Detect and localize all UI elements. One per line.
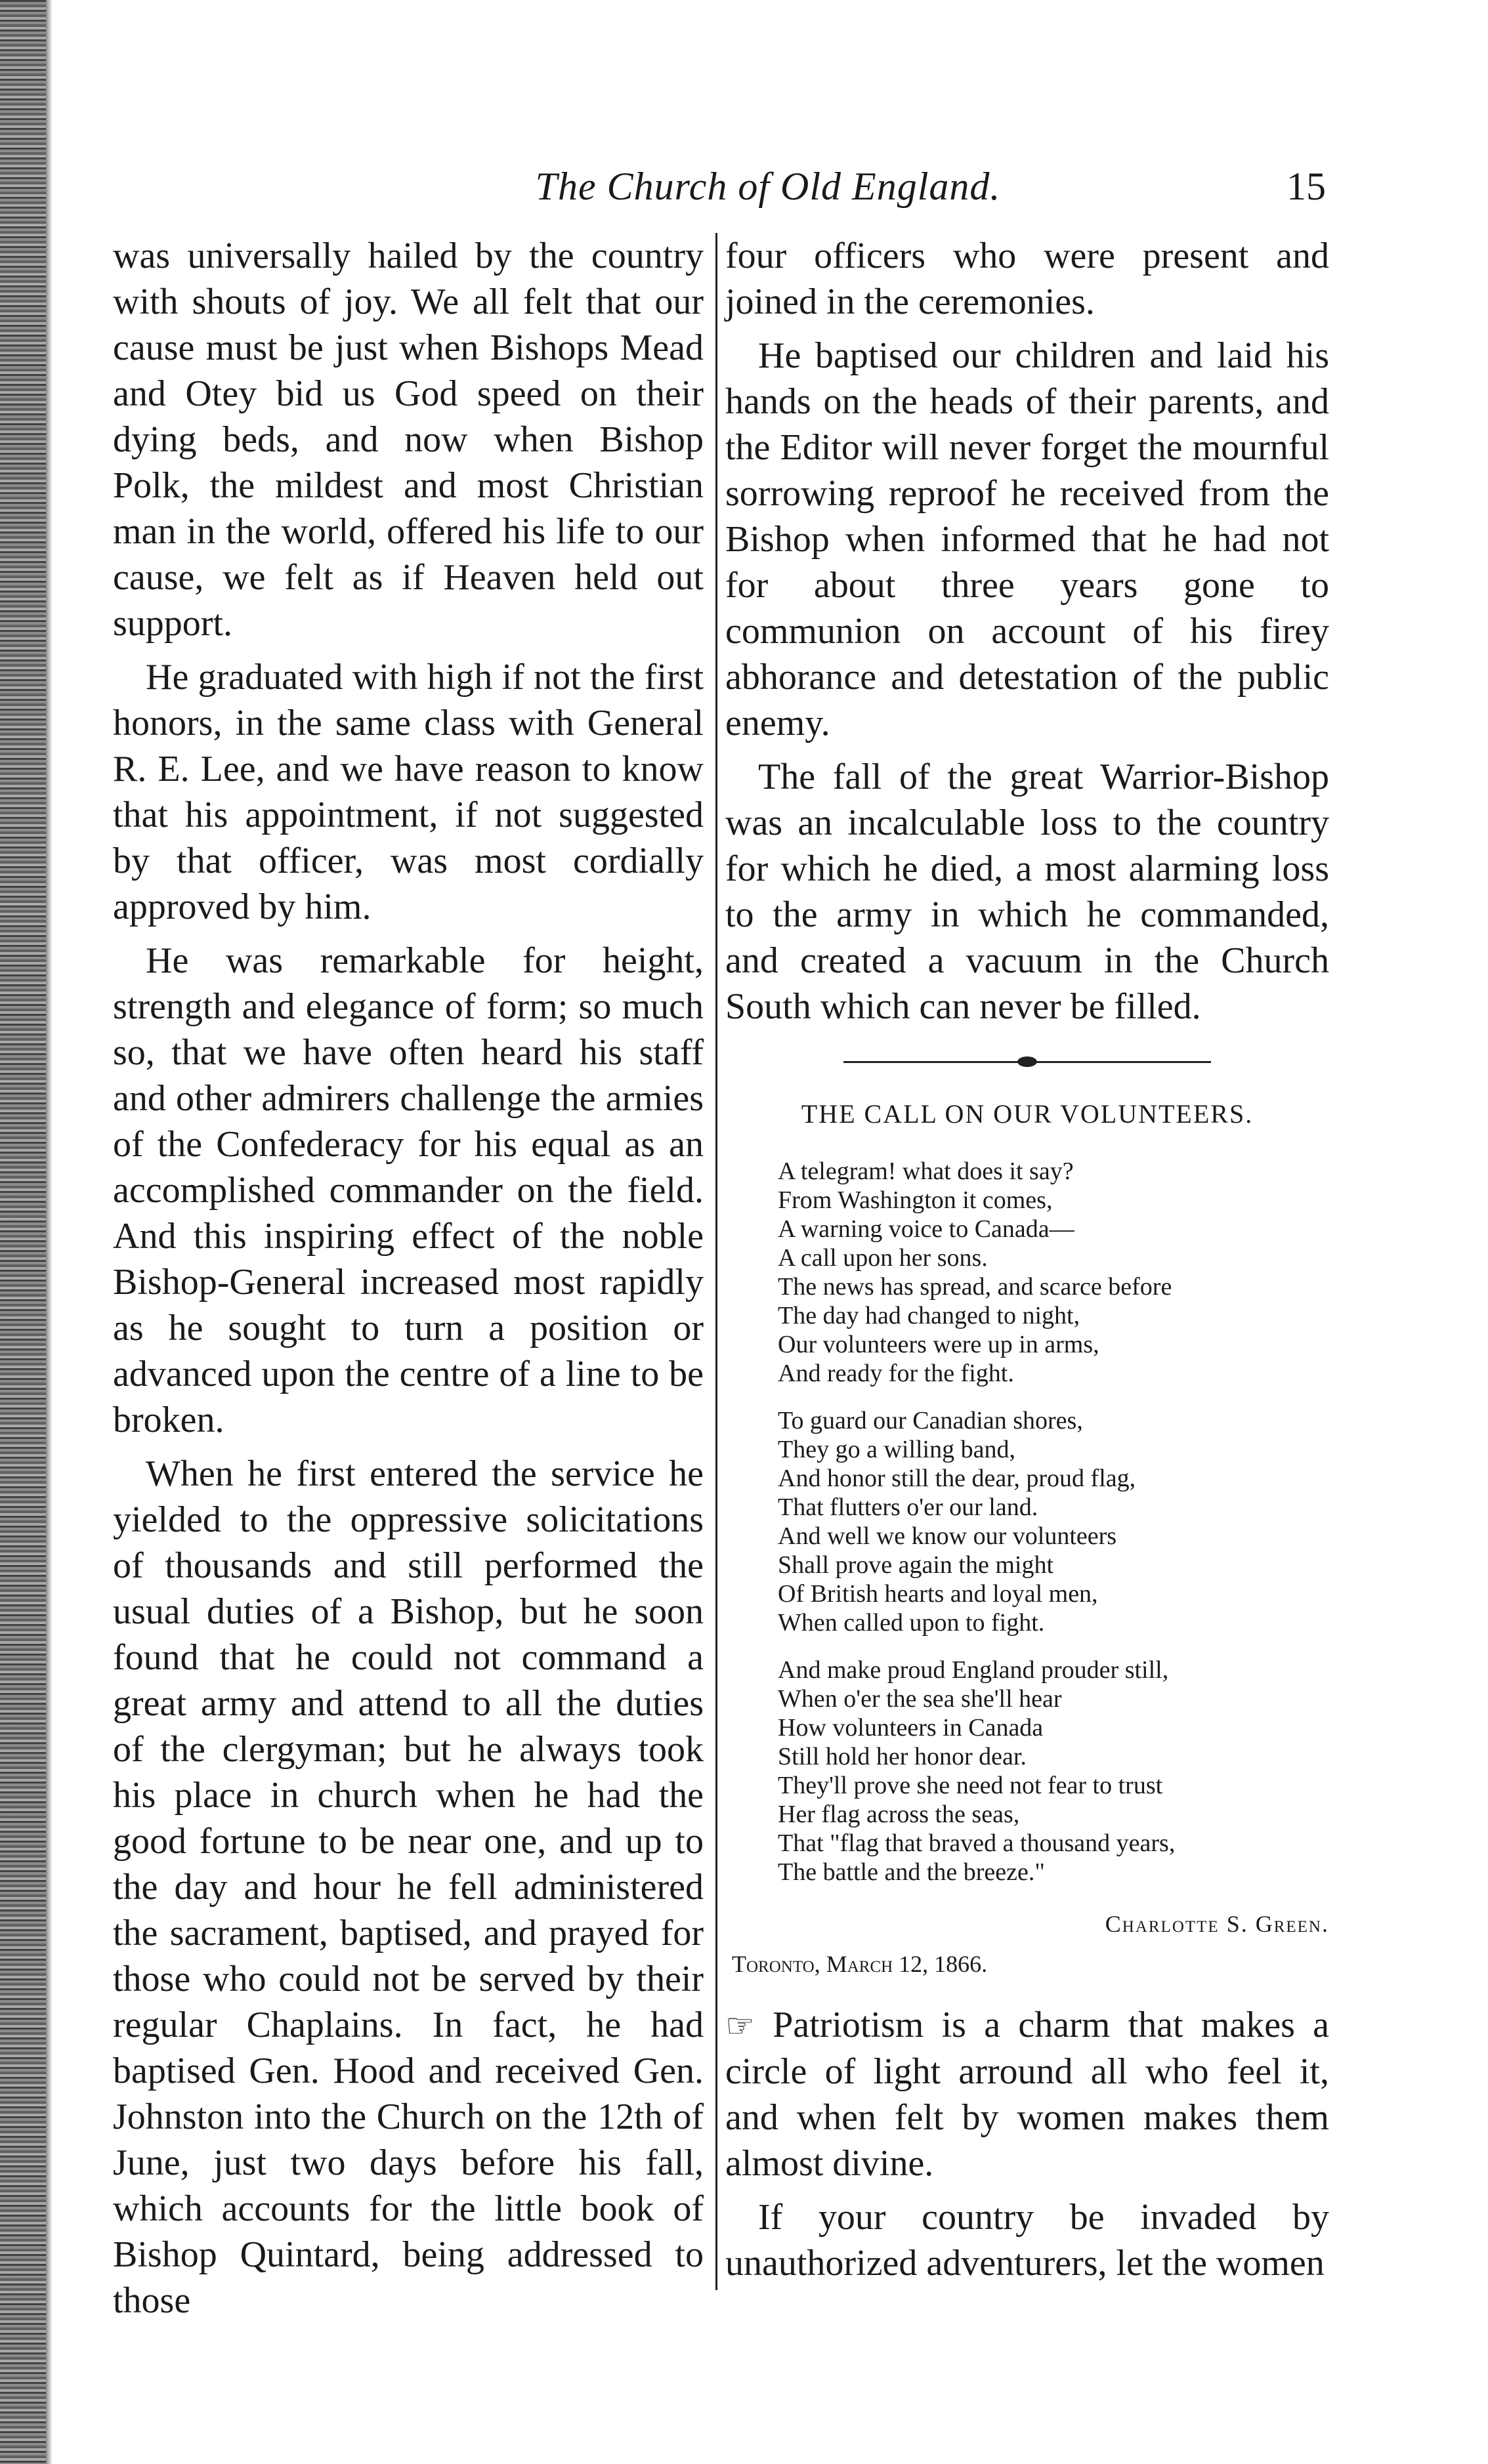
paragraph: The fall of the great Warrior-Bishop was an incalculable loss to the country for which he died, a most alarming loss to the army in which he commanded, and created a vacuum in the Church South which can never be filled. [725,757,1329,1027]
poem-line: And honor still the dear, proud flag, [778,1465,1136,1492]
poem-line: And well we know our volunteers [778,1522,1117,1550]
ornamental-rule [843,1052,1211,1072]
left-column [113,233,704,2324]
paragraph: was universally hailed by the country with shouts of joy. We all felt that our cause must be just when Bishops Mead and Otey bid us God speed on their dying beds, and now when Bishop Polk, the mildest and most Christian man in the world, offered his life to our cause, we felt as if Heaven held out support. [113,236,704,644]
running-title: The Church of Old England. [535,165,1001,208]
poem-line: The day had changed to night, [778,1302,1080,1329]
poem-line: The news has spread, and scarce before [778,1273,1172,1301]
page-number: 15 [1286,165,1326,208]
poem-line: And ready for the fight. [778,1360,1014,1387]
poem-line: To guard our Canadian shores, [778,1407,1083,1434]
paragraph-text: Patriotism is a charm that makes a circle of light arround all who feel it, and when felt by women makes them almost divine. [725,2005,1330,2184]
poem-line: From Washington it comes, [778,1186,1053,1214]
poem-line: The battle and the breeze." [778,1858,1045,1886]
paragraph: four officers who were present and joined in the ceremonies. [725,236,1329,322]
poem-stanza [778,1406,1329,1637]
poem-line: They'll prove she need not fear to trust [778,1772,1163,1799]
poem-dateline: Toronto, March 12, 1866. [732,1951,988,1977]
page-header [105,164,1326,223]
poem-line: A warning voice to Canada— [778,1215,1074,1243]
paragraph: When he first entered the service he yielded to the oppressive solicitations of thousands and still performed the usual duties of a Bishop, but he soon found that he could not command a great army and attend to all the duties of the clergyman; but he always took his place in church when he had the good fortune to be near one, and up to the day and hour he fell administered the sacrament, baptised, and prayed for those who could not be served by their regular Chaplains. In fact, he had baptised Gen. Hood and received Gen. Johnston into the Church on the 12th of June, just two days before his fall, which accounts for the little book of Bishop Quintard, being addressed to those [113,1453,704,2321]
poem-line: When called upon to fight. [778,1609,1045,1637]
column-divider [715,233,717,2290]
binding-shadow [46,0,53,2464]
book-binding-edge [0,0,46,2464]
paragraph: He baptised our children and laid his hands on the heads of their parents, and the Editor will never forget the mournful sorrowing reproof he received from the Bishop when informed that he had not for about three years gone to communion on account of his firey abhorance and detestation of the public enemy. [725,335,1329,743]
poem-line: That flutters o'er our land. [778,1493,1038,1521]
poem-line: Of British hearts and loyal men, [778,1580,1098,1608]
poem-line: They go a willing band, [778,1436,1015,1463]
paragraph: He graduated with high if not the first honors, in the same class with General R. E. Lee, and we have reason to know that his appointment, if not suggested by that officer, was most cordially approved by him. [113,657,704,927]
poem-stanza [778,1656,1329,1887]
poem-line: When o'er the sea she'll hear [778,1685,1062,1713]
paragraph: He was remarkable for height, strength and elegance of form; so much so, that we have often heard his staff and other admirers challenge the armies of the Confederacy for his equal as an accomplished commander on the field. And this inspiring effect of the noble Bishop-General increased most rapidly as he sought to turn a position or advanced upon the centre of a line to be broken. [113,940,704,1440]
poem-stanza [778,1157,1329,1388]
poem-line: A call upon her sons. [778,1244,988,1272]
paragraph [725,2002,1329,2186]
paragraph: If your country be invaded by unauthorized adventurers, let the women [725,2197,1329,2284]
poem-line: Her flag across the seas, [778,1801,1020,1828]
poem-title: THE CALL ON OUR VOLUNTEERS. [801,1099,1254,1129]
poem-line: Still hold her honor dear. [778,1743,1027,1770]
poem-line: And make proud England prouder still, [778,1656,1169,1684]
poem-line: That "flag that braved a thousand years, [778,1829,1176,1857]
poem-line: Shall prove again the might [778,1551,1054,1579]
pointing-hand-icon: ☞ [725,2007,755,2044]
poem-line: A telegram! what does it say? [778,1158,1074,1185]
poem-line: How volunteers in Canada [778,1714,1044,1742]
poem-signature: Charlotte S. Green. [1105,1911,1329,1937]
poem-line: Our volunteers were up in arms, [778,1331,1099,1358]
right-column [725,233,1329,2286]
